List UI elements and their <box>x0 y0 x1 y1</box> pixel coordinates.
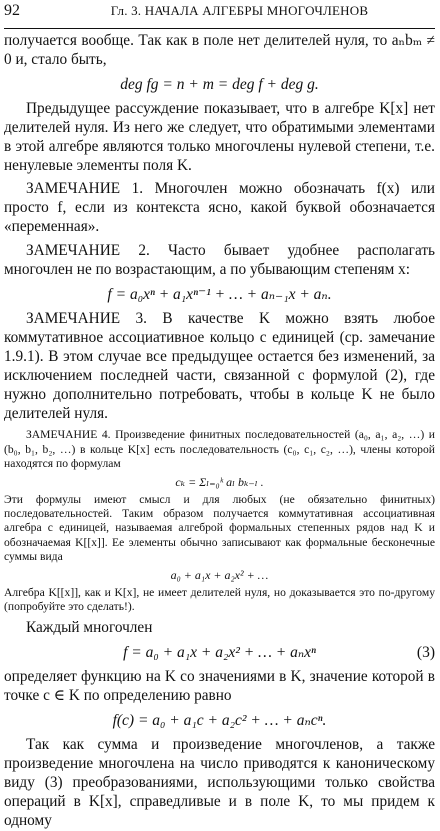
paragraph-sum-product: Так как сумма и произведение многочленов, а также произведение многочлена на число приводятся к каноническому виду (3) преобразованиями, использующими только свойства операций в K[x], справедливые и в поле K, то мы придем к одному <box>4 736 435 829</box>
remark-4: ЗАМЕЧАНИЕ 4. Произведение финитных последовательностей (a₀, a₁, a₂, …) и (b₀, b₁, b₂, …) в кольце K[x] есть последовательность (c₀, c₁, c₂, …), члены которой находятся по формулам <box>4 428 435 470</box>
equation-number: (3) <box>416 644 435 662</box>
page-number: 92 <box>4 2 20 19</box>
paragraph-each-polynomial: Каждый многочлен <box>26 619 153 637</box>
paragraph-continuation: получается вообще. Так как в поле нет делителей нуля, то aₙbₘ ≠ 0 и, стало быть, <box>4 32 435 68</box>
page-header <box>4 0 435 29</box>
canonical-polynomial-formula <box>4 644 435 662</box>
descending-polynomial-formula: f = a₀xⁿ + a₁xⁿ⁻¹ + … + aₙ₋₁x + aₙ. <box>107 285 332 303</box>
convolution-formula: cₖ = Σₗ₌₀ᵏ aₗ bₖ₋ₗ . <box>175 475 264 490</box>
formal-series-formula: a₀ + a₁x + a₂x² + … <box>170 568 269 583</box>
paragraph-function-definition: определяет функцию на K со значениями в K, значение которой в точке c ∈ K по определению равно <box>4 668 435 705</box>
running-title: Гл. 3. НАЧАЛА АЛГЕБРЫ МНОГОЧЛЕНОВ <box>110 3 369 18</box>
evaluation-formula: f(c) = a₀ + a₁c + a₂c² + … + aₙcⁿ. <box>112 712 327 730</box>
degree-formula: deg fg = n + m = deg f + deg g. <box>120 75 319 93</box>
remark-1: ЗАМЕЧАНИЕ 1. Многочлен можно обозначать f(x) или просто f, если из контекста ясно, какой буквой обозначается «переменная». <box>4 180 435 236</box>
paragraph-zero-divisors: Предыдущее рассуждение показывает, что в алгебре K[x] нет делителей нуля. Из него же следует, что обратимыми элементами в этой алгебре являются только многочлены нулевой степени, т.е. ненулевые элементы поля K. <box>4 99 435 174</box>
remark-3: ЗАМЕЧАНИЕ 3. В качестве K можно взять любое коммутативное ассоциативное кольцо с единицей (ср. замечание 1.9.1). В этом случае все предыдущее остается без изменений, за исключением последней части, связанной с формулой (2), где нужно дополнительно потребовать, чтобы в кольце K не было делителей нуля. <box>4 309 435 422</box>
formal-series-note: Алгебра K[[x]], как и K[x], не имеет делителей нуля, но доказывается это по-другому (попробуйте это сделать!). <box>4 586 435 614</box>
canonical-polynomial-expression: f = a₀ + a₁x + a₂x² + … + aₙxⁿ <box>123 644 316 662</box>
page-body <box>4 29 435 831</box>
remark-2: ЗАМЕЧАНИЕ 2. Часто бывает удобнее располагать многочлен не по возрастающим, а по убывающим степеням x: <box>4 242 435 279</box>
formal-series-paragraph: Эти формулы имеют смысл и для любых (не обязательно финитных) последовательностей. Таким образом получается коммутативная ассоциативная алгебра с единицей, называемая алгеброй формальных степенных рядов над K и обозначаемая K[[x]]. Ее элементы обычно записывают как формальные бесконечные суммы вида <box>4 493 435 563</box>
